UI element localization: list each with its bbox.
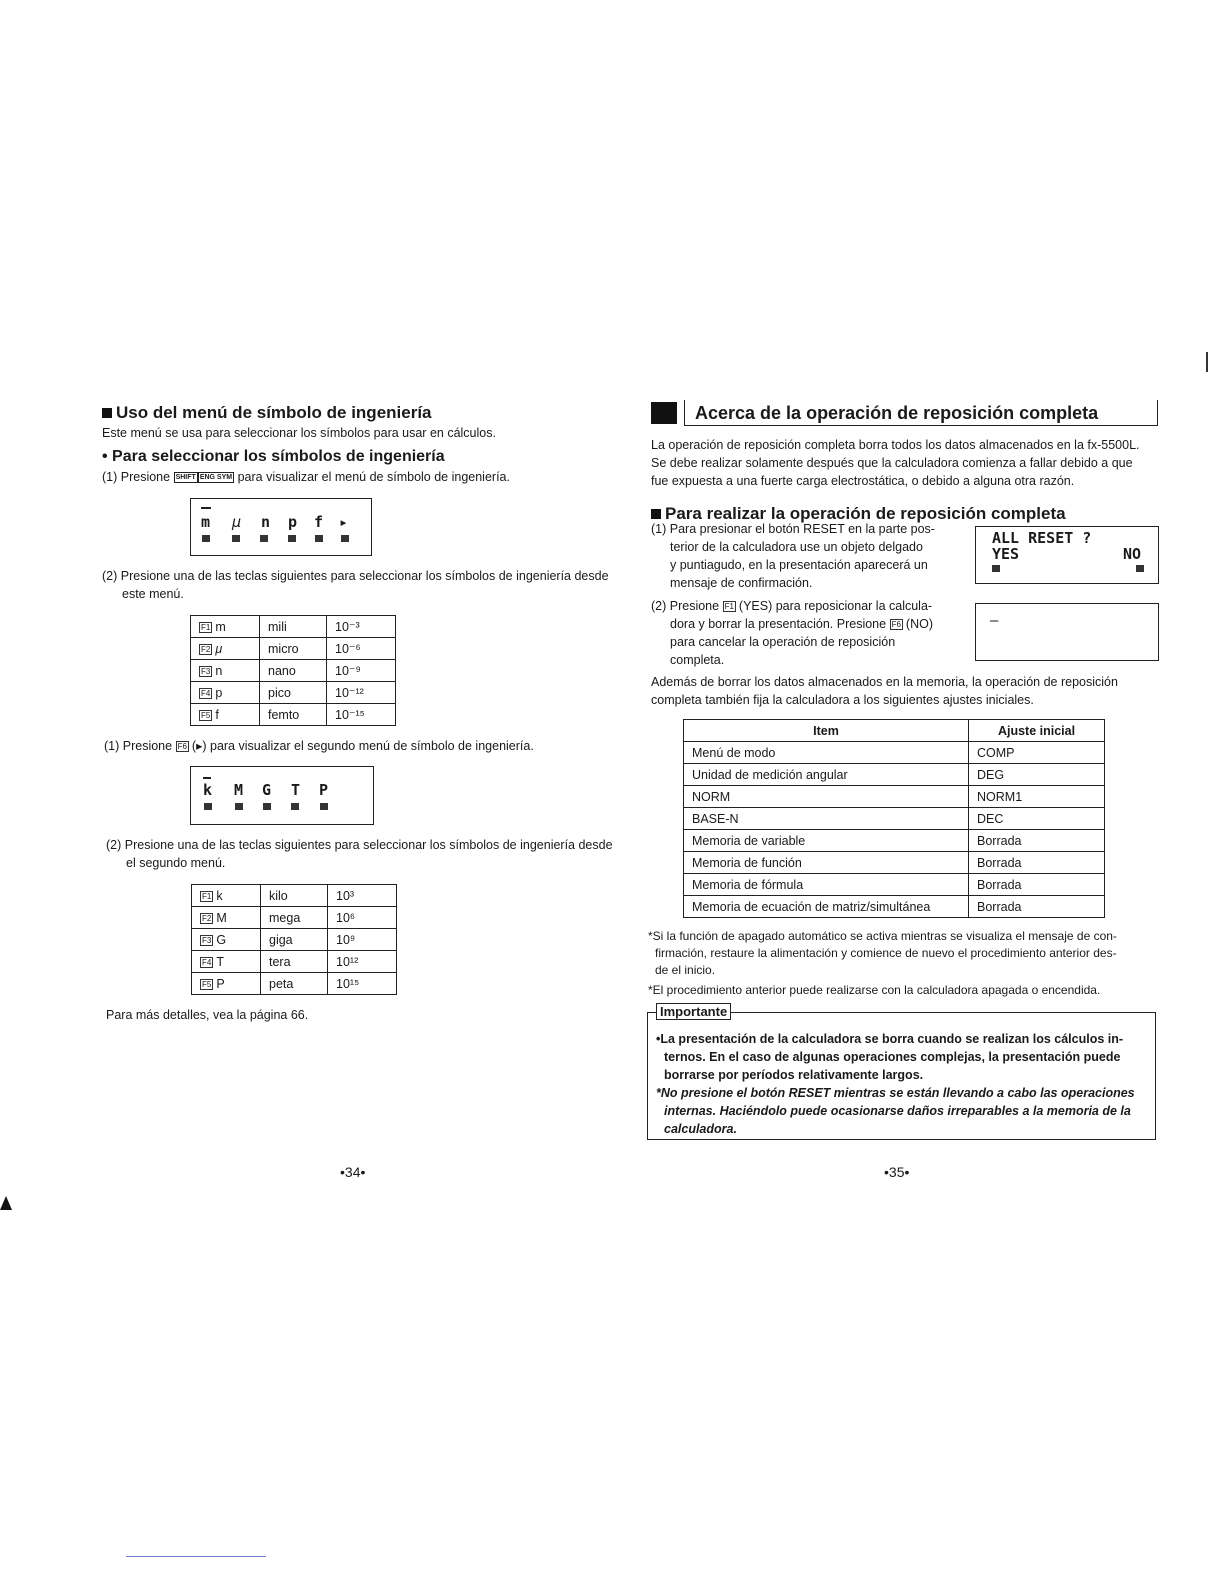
- lcd-symbol: m: [201, 513, 211, 531]
- left-more: Para más detalles, vea la página 66.: [106, 1008, 309, 1022]
- scan-edge: [1206, 352, 1208, 372]
- important-l3: borrarse por períodos relativamente largos.: [664, 1068, 924, 1082]
- table-row: BASE-N DEC: [684, 808, 1105, 830]
- lcd-symbol: M: [234, 781, 244, 799]
- right-heading-frame: [684, 400, 1158, 426]
- f2-key-icon: [232, 535, 240, 542]
- square-bullet-icon: [651, 509, 661, 519]
- corner-mark-icon: [0, 1196, 12, 1210]
- f5-key-icon: [315, 535, 323, 542]
- lcd-symbol: μ: [232, 513, 242, 531]
- f3-key-icon: [263, 803, 271, 810]
- f3-key-icon: [260, 535, 268, 542]
- right-intro-2: Se debe realizar solamente después que la calculadora comienza a fallar debido a que: [651, 456, 1133, 470]
- f1-key-icon: [204, 803, 212, 810]
- f1-key-icon: [992, 565, 1000, 572]
- table-row: F3 n nano 10⁻⁹: [191, 660, 396, 682]
- table-row: Menú de modo COMP: [684, 742, 1105, 764]
- left-step4-cont: el segundo menú.: [126, 856, 226, 870]
- lcd-symbol: n: [261, 513, 271, 531]
- f4-key-icon: F4: [202, 957, 212, 967]
- note1-l2: firmación, restaure la alimentación y comience de nuevo el procedimiento anterior des-: [655, 946, 1117, 960]
- left-heading: Uso del menú de símbolo de ingeniería: [102, 403, 432, 423]
- initial-settings-table: [683, 719, 1105, 918]
- important-box: [647, 1004, 1156, 1140]
- f2-key-icon: F2: [201, 644, 211, 654]
- eng-symbol-table-2: [191, 884, 397, 995]
- table-row: F1 m mili 10⁻³: [191, 616, 396, 638]
- lcd-symbol: f: [314, 513, 324, 531]
- right-after-l1: Además de borrar los datos almacenados en la memoria, la operación de reposición: [651, 675, 1118, 689]
- right-step1-l2: terior de la calculadora use un objeto delgado: [670, 540, 923, 554]
- right-intro-3: fue expuesta a una fuerte carga electrostática, o debido a alguna otra razón.: [651, 474, 1075, 488]
- f3-key-icon: F3: [202, 935, 212, 945]
- table-row: Memoria de función Borrada: [684, 852, 1105, 874]
- left-step2: (2) Presione una de las teclas siguientes para seleccionar los símbolos de ingeniería desde: [102, 569, 609, 583]
- f3-key-icon: F3: [201, 666, 211, 676]
- table-row: Memoria de ecuación de matriz/simultánea Borrada: [684, 896, 1105, 918]
- right-subheading: Para realizar la operación de reposición completa: [651, 504, 1066, 524]
- right-page-number: •35•: [884, 1164, 910, 1180]
- right-step2-l4: completa.: [670, 653, 725, 667]
- right-step1-l1: (1) Para presionar el botón RESET en la parte pos-: [651, 522, 935, 536]
- f1-key-icon: F1: [202, 891, 212, 901]
- right-step2-l2: dora y borrar la presentación. Presione F6 (NO): [670, 617, 933, 631]
- left-step3: (1) Presione F6 (▸) para visualizar el segundo menú de símbolo de ingeniería.: [104, 739, 534, 753]
- table-row: F1 k kilo 10³: [192, 885, 397, 907]
- lcd-cleared: [975, 603, 1159, 661]
- important-l1: •La presentación de la calculadora se borra cuando se realizan los cálculos in-: [656, 1032, 1124, 1046]
- table-row: F4 T tera 10¹²: [192, 951, 397, 973]
- f5-key-icon: F5: [202, 979, 212, 989]
- f6-key-icon: [341, 535, 349, 542]
- overbar: [201, 507, 211, 509]
- important-title: Importante: [656, 1003, 731, 1020]
- important-l5: internas. Haciéndolo puede ocasionarse daños irreparables a la memoria de la: [664, 1104, 1131, 1118]
- lcd-symbol: ▸: [339, 513, 349, 531]
- table-row: NORM NORM1: [684, 786, 1105, 808]
- table-row: Unidad de medición angular DEG: [684, 764, 1105, 786]
- lcd-cursor: –: [990, 612, 999, 629]
- important-l4: *No presione el botón RESET mientras se están llevando a cabo las operaciones: [656, 1086, 1135, 1100]
- table-row: Memoria de fórmula Borrada: [684, 874, 1105, 896]
- table-row: F4 p pico 10⁻¹²: [191, 682, 396, 704]
- lcd-symbol: T: [291, 781, 301, 799]
- f5-key-icon: [320, 803, 328, 810]
- left-intro: Este menú se usa para seleccionar los símbolos para usar en cálculos.: [102, 426, 496, 440]
- section-marker-icon: [651, 402, 677, 424]
- right-heading: Acerca de la operación de reposición completa: [695, 403, 1099, 423]
- f2-key-icon: [235, 803, 243, 810]
- note2: *El procedimiento anterior puede realizarse con la calculadora apagada o encendida.: [648, 983, 1101, 997]
- eng-sym-key-icon: ENG SYM: [199, 474, 233, 482]
- f6-key-icon: F6: [891, 620, 901, 630]
- table-row: F5 P peta 10¹⁵: [192, 973, 397, 995]
- table-row: F2 μ micro 10⁻⁶: [191, 638, 396, 660]
- lcd-eng-menu-2: [190, 766, 374, 825]
- square-bullet-icon: [102, 408, 112, 418]
- left-step4: (2) Presione una de las teclas siguientes para seleccionar los símbolos de ingeniería desde: [106, 838, 613, 852]
- f4-key-icon: [291, 803, 299, 810]
- f1-key-icon: F1: [201, 622, 211, 632]
- f6-key-icon: F6: [177, 742, 187, 752]
- table-header-row: Item Ajuste inicial: [684, 720, 1105, 742]
- lcd-symbol: P: [319, 781, 329, 799]
- important-l2: ternos. En el caso de algunas operaciones complejas, la presentación puede: [664, 1050, 1121, 1064]
- left-page-number: •34•: [340, 1164, 366, 1180]
- f2-key-icon: F2: [202, 913, 212, 923]
- right-after-l2: completa también fija la calculadora a los siguientes ajustes iniciales.: [651, 693, 1034, 707]
- lcd-reset-text: ALL RESET ?: [992, 529, 1092, 547]
- right-step1-l4: mensaje de confirmación.: [670, 576, 813, 590]
- right-step1-l3: y puntiagudo, en la presentación aparecerá un: [670, 558, 928, 572]
- right-step2-l1: (2) Presione F1 (YES) para reposicionar la calcula-: [651, 599, 933, 613]
- left-subheading: • Para seleccionar los símbolos de ingeniería: [102, 448, 445, 465]
- table-row: F3 G giga 10⁹: [192, 929, 397, 951]
- right-step2-l3: para cancelar la operación de reposición: [670, 635, 896, 649]
- eng-symbol-table-1: [190, 615, 396, 726]
- left-step1: (1) Presione SHIFT ENG SYM para visualizar el menú de símbolo de ingeniería.: [102, 470, 510, 484]
- table-row: F5 f femto 10⁻¹⁵: [191, 704, 396, 726]
- f4-key-icon: [288, 535, 296, 542]
- f4-key-icon: F4: [201, 688, 211, 698]
- lcd-symbol: G: [262, 781, 272, 799]
- shift-key-icon: SHIFT: [175, 474, 196, 482]
- left-step2-cont: este menú.: [122, 587, 184, 601]
- f6-key-icon: [1136, 565, 1144, 572]
- f1-key-icon: [202, 535, 210, 542]
- overbar: [203, 777, 211, 779]
- lcd-all-reset: [975, 526, 1159, 584]
- lcd-symbol: k: [203, 781, 213, 799]
- table-row: Memoria de variable Borrada: [684, 830, 1105, 852]
- bullet-icon: •: [102, 448, 113, 465]
- lcd-yes: YES: [992, 545, 1020, 563]
- note1-l1: *Si la función de apagado automático se activa mientras se visualiza el mensaje de con-: [648, 929, 1117, 943]
- lcd-no: NO: [1123, 545, 1142, 563]
- f5-key-icon: F5: [201, 710, 211, 720]
- lcd-eng-menu-1: [190, 498, 372, 556]
- f1-key-icon: F1: [724, 602, 734, 612]
- note1-l3: de el inicio.: [655, 963, 716, 977]
- scan-line: [126, 1556, 266, 1557]
- important-l6: calculadora.: [664, 1122, 737, 1136]
- lcd-symbol: p: [288, 513, 298, 531]
- right-intro-1: La operación de reposición completa borra todos los datos almacenados en la fx-5500L.: [651, 438, 1140, 452]
- table-row: F2 M mega 10⁶: [192, 907, 397, 929]
